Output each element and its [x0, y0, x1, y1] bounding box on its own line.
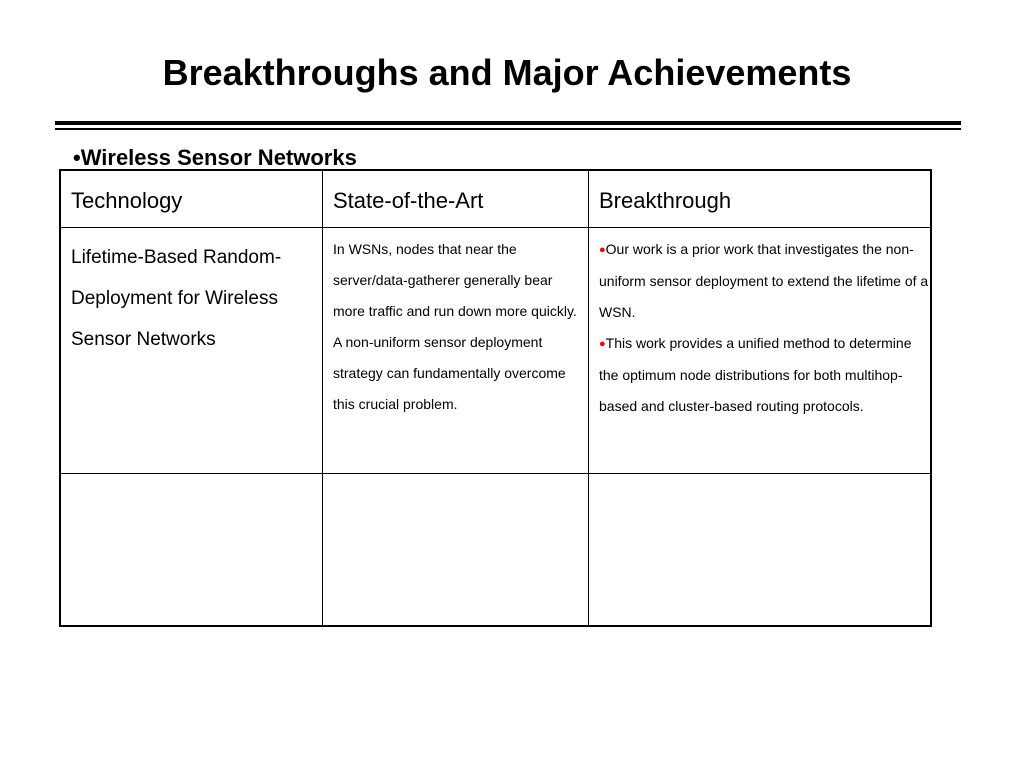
table-header-state-of-the-art: State-of-the-Art — [333, 188, 484, 213]
table-header-breakthrough: Breakthrough — [599, 188, 732, 213]
table-row-divider — [61, 473, 930, 474]
table-cell-state-of-the-art: In WSNs, nodes that near the server/data-gatherer generally bear more traffic and run down more quickly. A non-uniform sensor deployment strategy can fundamentally overcome this crucial problem. — [333, 241, 577, 412]
table-header-technology: Technology — [71, 188, 183, 213]
table-column-divider — [588, 171, 589, 625]
bullet-icon: • — [73, 145, 81, 170]
breakthrough-item-text: Our work is a prior work that investigates the non-uniform sensor deployment to extend the lifetime of a WSN. — [599, 241, 929, 320]
table-column-divider — [322, 171, 323, 625]
table-row-divider — [61, 227, 930, 228]
section-heading-text: Wireless Sensor Networks — [80, 145, 357, 170]
red-bullet-icon: ● — [599, 244, 606, 256]
breakthrough-item-text: This work provides a unified method to determine the optimum node distributions for both multihop-based and cluster-based routing protocols. — [599, 335, 912, 414]
title-divider-thick — [55, 121, 961, 125]
breakthrough-item — [599, 328, 929, 422]
breakthrough-item — [599, 234, 929, 328]
section-heading — [73, 144, 357, 172]
red-bullet-icon: ● — [599, 338, 606, 350]
breakthrough-table — [59, 169, 932, 627]
table-cell-technology: Lifetime-Based Random-Deployment for Wireless Sensor Networks — [71, 247, 282, 350]
title-divider-thin — [55, 128, 961, 130]
table-cell-breakthrough — [599, 234, 929, 422]
slide-title: Breakthroughs and Major Achievements — [162, 52, 852, 93]
